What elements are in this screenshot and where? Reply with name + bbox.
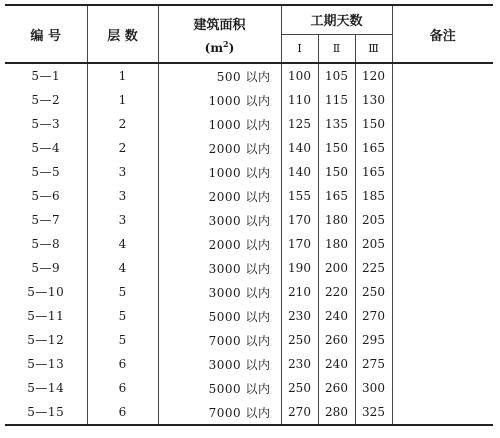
cell-days-1: 170 <box>281 208 318 232</box>
cell-days-2: 115 <box>318 88 355 112</box>
cell-area: 1000 以内 <box>158 112 281 136</box>
table-row <box>5 112 493 136</box>
table-row <box>5 88 493 112</box>
cell-floors: 5 <box>87 280 158 304</box>
table-row <box>5 136 493 160</box>
cell-code: 5—15 <box>5 400 87 425</box>
table-row <box>5 160 493 184</box>
cell-code: 5—4 <box>31 141 61 155</box>
cell-days-2: 150 <box>318 160 355 184</box>
cell-days-1: 110 <box>281 88 318 112</box>
cell-days-3: 300 <box>355 376 392 400</box>
cell-note <box>392 304 493 328</box>
cell-area: 2000 以内 <box>158 136 281 160</box>
header-area-unit-close: ) <box>228 40 235 55</box>
cell-days-3: 275 <box>355 352 392 376</box>
cell-days-2: 180 <box>318 208 355 232</box>
cell-code: 5—13 <box>27 357 65 371</box>
header-row-top <box>5 5 493 34</box>
cell-days-3: 130 <box>355 88 392 112</box>
cell-days-1: 100 <box>281 63 318 88</box>
table-row <box>5 328 493 352</box>
cell-floors: 6 <box>87 352 158 376</box>
cell-days-2: 200 <box>318 256 355 280</box>
cell-area: 3000 以内 <box>158 280 281 304</box>
cell-days-2: 260 <box>318 328 355 352</box>
cell-code: 5—8 <box>31 237 61 251</box>
cell-floors: 6 <box>87 376 158 400</box>
cell-floors: 4 <box>87 232 158 256</box>
cell-days-1: 250 <box>281 328 318 352</box>
cell-code: 5—7 <box>31 213 61 227</box>
cell-days-3: 165 <box>355 160 392 184</box>
cell-days-1: 270 <box>281 400 318 425</box>
cell-days-3: 205 <box>355 208 392 232</box>
duration-table-sheet <box>5 4 493 434</box>
cell-area: 2000 以内 <box>158 232 281 256</box>
header-area-unit-open: (m <box>204 40 224 55</box>
cell-days-1: 210 <box>281 280 318 304</box>
cell-area: 7000 以内 <box>158 328 281 352</box>
cell-note <box>392 112 493 136</box>
cell-area: 3000 以内 <box>158 256 281 280</box>
cell-note <box>392 352 493 376</box>
cell-code: 5—2 <box>31 93 61 107</box>
header-area-unit-sup: 2 <box>223 38 229 49</box>
cell-days-3: 120 <box>355 63 392 88</box>
cell-area: 7000 以内 <box>158 400 281 425</box>
cell-days-2: 150 <box>318 136 355 160</box>
cell-note <box>392 160 493 184</box>
table-row <box>5 352 493 376</box>
cell-code: 5—5 <box>31 165 61 179</box>
cell-code: 5—14 <box>27 381 65 395</box>
header-note: 备注 <box>392 5 493 63</box>
table-row <box>5 208 493 232</box>
cell-note <box>392 400 493 425</box>
cell-code: 5—9 <box>31 261 61 275</box>
cell-days-3: 225 <box>355 256 392 280</box>
cell-days-2: 240 <box>318 352 355 376</box>
cell-days-2: 180 <box>318 232 355 256</box>
header-period: 工期天数 <box>281 5 392 34</box>
cell-note <box>392 136 493 160</box>
cell-code: 5—10 <box>27 285 65 299</box>
cell-note <box>392 280 493 304</box>
cell-days-2: 105 <box>318 63 355 88</box>
cell-area: 5000 以内 <box>158 304 281 328</box>
table-row <box>5 400 493 425</box>
cell-days-1: 140 <box>281 136 318 160</box>
cell-area: 1000 以内 <box>158 88 281 112</box>
cell-days-1: 170 <box>281 232 318 256</box>
header-area <box>158 5 281 63</box>
cell-days-1: 190 <box>281 256 318 280</box>
cell-days-1: 125 <box>281 112 318 136</box>
cell-note <box>392 63 493 88</box>
cell-floors: 1 <box>87 88 158 112</box>
table-row <box>5 256 493 280</box>
header-period-3: Ⅲ <box>355 34 392 63</box>
cell-floors: 2 <box>87 112 158 136</box>
table-row <box>5 184 493 208</box>
cell-days-2: 220 <box>318 280 355 304</box>
cell-area: 3000 以内 <box>158 352 281 376</box>
table-row <box>5 304 493 328</box>
cell-days-3: 150 <box>355 112 392 136</box>
table-row <box>5 232 493 256</box>
header-area-unit <box>159 39 281 55</box>
cell-area: 3000 以内 <box>158 208 281 232</box>
cell-floors: 3 <box>87 184 158 208</box>
cell-days-1: 250 <box>281 376 318 400</box>
cell-floors: 5 <box>87 304 158 328</box>
cell-floors: 1 <box>87 63 158 88</box>
cell-days-3: 205 <box>355 232 392 256</box>
cell-code: 5—1 <box>31 69 61 83</box>
cell-area: 5000 以内 <box>158 376 281 400</box>
cell-days-2: 280 <box>318 400 355 425</box>
cell-code: 5—12 <box>27 333 65 347</box>
cell-days-3: 325 <box>355 400 392 425</box>
construction-duration-table <box>5 4 493 426</box>
cell-note <box>392 328 493 352</box>
cell-days-3: 270 <box>355 304 392 328</box>
cell-floors: 2 <box>87 136 158 160</box>
cell-days-1: 230 <box>281 304 318 328</box>
header-floors: 层 数 <box>87 5 158 63</box>
cell-days-1: 140 <box>281 160 318 184</box>
header-period-2: Ⅱ <box>318 34 355 63</box>
cell-days-3: 185 <box>355 184 392 208</box>
header-code: 编 号 <box>5 5 87 63</box>
table-row <box>5 63 493 88</box>
cell-days-3: 250 <box>355 280 392 304</box>
table-row <box>5 280 493 304</box>
cell-note <box>392 208 493 232</box>
cell-floors: 4 <box>87 256 158 280</box>
cell-days-2: 135 <box>318 112 355 136</box>
cell-note <box>392 376 493 400</box>
cell-floors: 6 <box>87 400 158 425</box>
cell-note <box>392 88 493 112</box>
cell-code: 5—3 <box>31 117 61 131</box>
cell-note <box>392 184 493 208</box>
table-row <box>5 376 493 400</box>
cell-floors: 3 <box>87 208 158 232</box>
cell-days-2: 165 <box>318 184 355 208</box>
cell-days-3: 295 <box>355 328 392 352</box>
header-area-title: 建筑面积 <box>193 17 246 33</box>
cell-days-3: 165 <box>355 136 392 160</box>
cell-days-2: 240 <box>318 304 355 328</box>
cell-area: 1000 以内 <box>158 160 281 184</box>
cell-area: 2000 以内 <box>158 184 281 208</box>
cell-days-1: 230 <box>281 352 318 376</box>
table-body <box>5 63 493 425</box>
cell-code: 5—11 <box>27 309 65 323</box>
cell-floors: 3 <box>87 160 158 184</box>
cell-note <box>392 232 493 256</box>
cell-floors: 5 <box>87 328 158 352</box>
cell-code: 5—6 <box>31 189 61 203</box>
cell-note <box>392 256 493 280</box>
header-period-1: Ⅰ <box>281 34 318 63</box>
cell-area: 500 以内 <box>158 63 281 88</box>
cell-days-1: 155 <box>281 184 318 208</box>
cell-days-2: 260 <box>318 376 355 400</box>
